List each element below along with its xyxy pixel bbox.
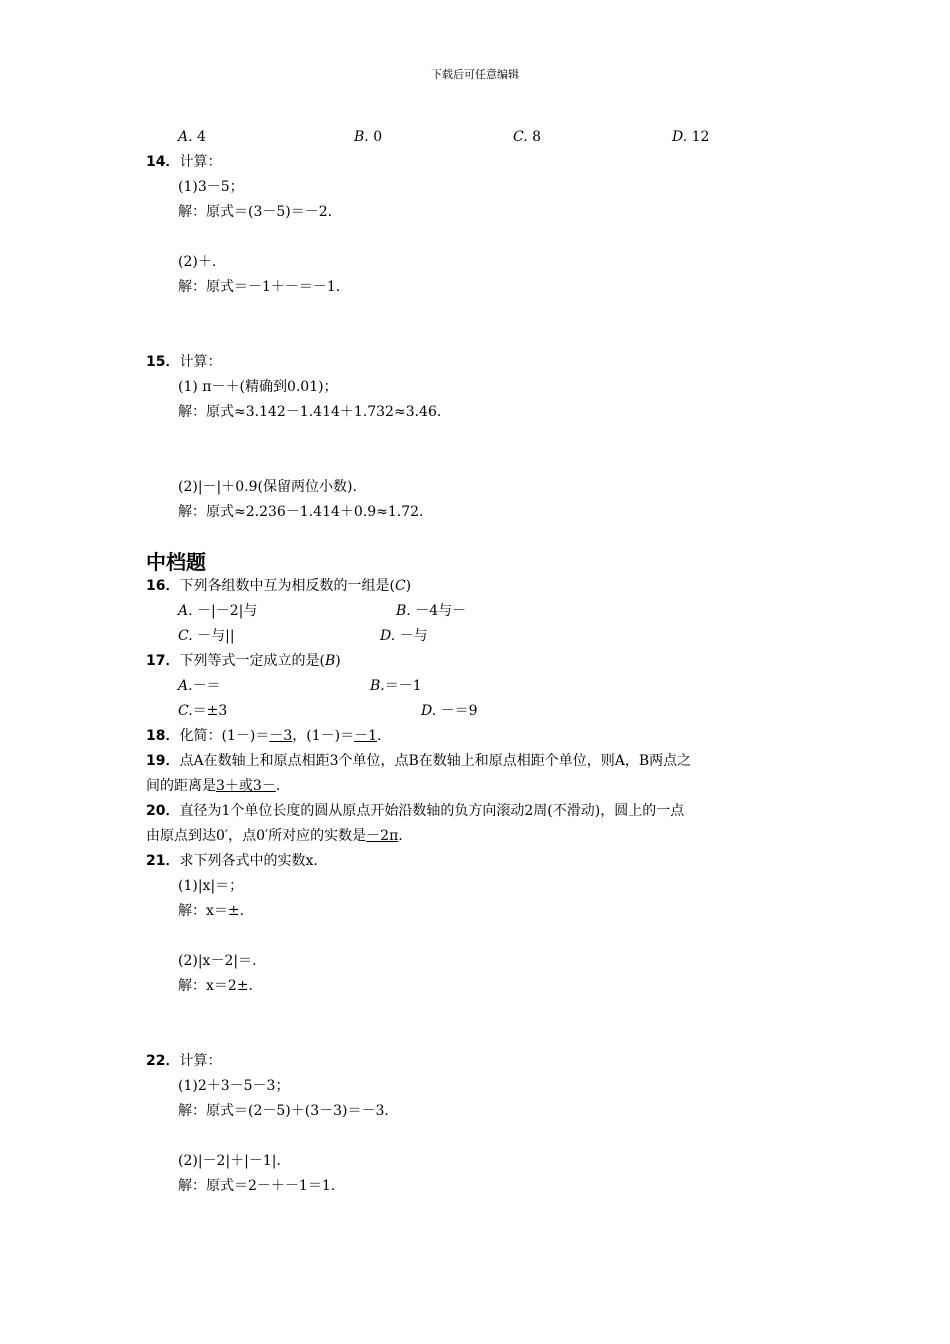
q14-title: 14．计算： (146, 154, 222, 170)
q13-option-d: D. 12 (672, 129, 710, 145)
q16-option-a: A. －|－2|与 (178, 603, 258, 619)
q14-part2: (2)＋. (178, 254, 217, 270)
q22-part1: (1)2＋3－5－3； (178, 1078, 290, 1094)
q16-option-b: B. －4与－ (396, 603, 467, 619)
q19-answer: 3＋或3－ (216, 778, 276, 794)
q13-option-b: B. 0 (354, 129, 383, 145)
q19-line1: 19．点A在数轴上和原点相距3个单位，点B在数轴上和原点相距个单位，则A，B两点之 (146, 753, 692, 769)
q20-line1: 20．直径为1个单位长度的圆从原点开始沿数轴的负方向滚动2周(不滑动)，圆上的一点 (146, 803, 685, 819)
q18-answer-1: －3 (269, 728, 293, 744)
q22-solution1: 解：原式＝(2－5)＋(3－3)＝－3. (178, 1103, 389, 1119)
q20-answer: －2π (366, 828, 399, 844)
q22-part2: (2)|－2|＋|－1|. (178, 1153, 281, 1169)
q17-stem: 17．下列等式一定成立的是(B) (146, 653, 341, 669)
q15-solution1: 解：原式≈3.142－1.414＋1.732≈3.46. (178, 404, 442, 420)
section-heading: 中档题 (146, 550, 206, 574)
q20-line2: 由原点到达0′，点0′所对应的实数是－2π. (146, 828, 403, 844)
q15-part2: (2)|－|＋0.9(保留两位小数). (178, 479, 357, 495)
q19-line2: 间的距离是3＋或3－. (146, 778, 281, 794)
q16-answer: C (394, 578, 406, 594)
q15-title: 15．计算： (146, 354, 222, 370)
q13-option-c: C. 8 (513, 129, 542, 145)
q14-part1: (1)3－5； (178, 179, 244, 195)
q21-part2: (2)|x－2|＝. (178, 953, 257, 969)
q13-option-a: A. 4 (178, 129, 206, 145)
q21-part1: (1)|x|＝； (178, 878, 244, 894)
q18: 18．化简：(1－)＝－3，(1－)＝－1. (146, 728, 382, 744)
q17-option-a: A.－＝ (178, 678, 221, 694)
q14-solution1: 解：原式＝(3－5)＝－2. (178, 204, 333, 220)
q16-option-c: C. －与|| (178, 628, 235, 644)
q22-solution2: 解：原式＝2－＋－1＝1. (178, 1178, 336, 1194)
q21-title: 21．求下列各式中的实数x. (146, 853, 318, 869)
q22-title: 22．计算： (146, 1053, 222, 1069)
q16-option-d: D. －与 (380, 628, 428, 644)
q17-option-b: B.＝－1 (370, 678, 422, 694)
q16-stem: 16．下列各组数中互为相反数的一组是(C) (146, 578, 412, 594)
page-header: 下载后可任意编辑 (431, 68, 519, 81)
q21-solution1: 解：x＝±. (178, 903, 245, 919)
q18-answer-2: －1 (354, 728, 378, 744)
q14-solution2: 解：原式＝－1＋－＝－1. (178, 279, 341, 295)
q17-option-d: D. －＝9 (421, 703, 478, 719)
q15-solution2: 解：原式≈2.236－1.414＋0.9≈1.72. (178, 504, 424, 520)
q17-answer: B (324, 653, 336, 669)
q17-option-c: C.＝±3 (178, 703, 228, 719)
q15-part1: (1) π－＋(精确到0.01)； (178, 379, 338, 395)
q21-solution2: 解：x＝2±. (178, 978, 253, 994)
